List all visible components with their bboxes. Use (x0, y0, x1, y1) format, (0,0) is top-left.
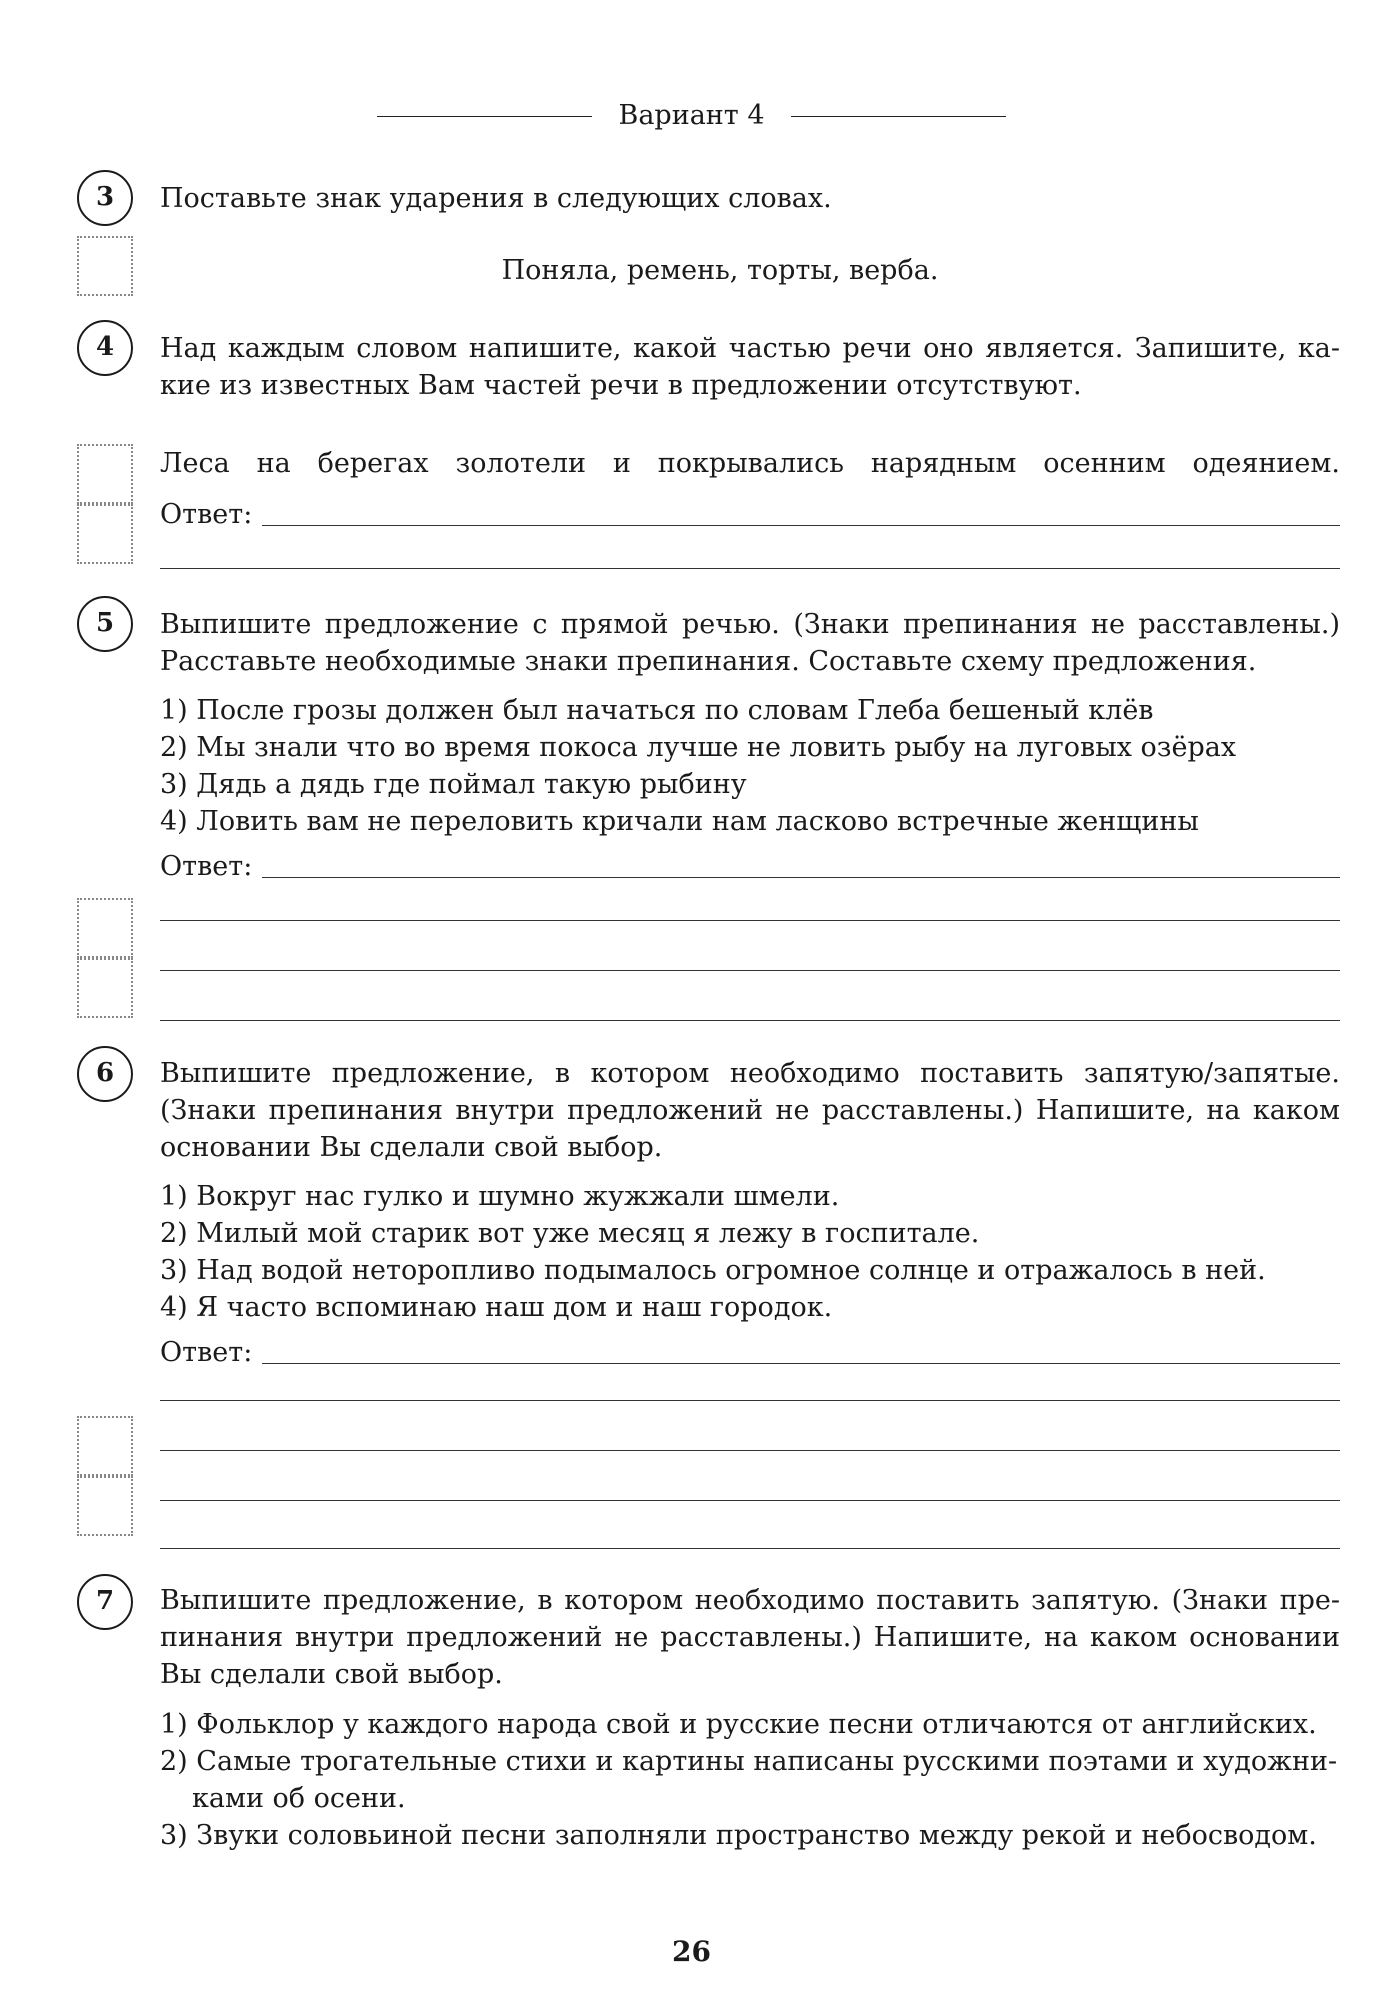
task-3-words: Поняла, ремень, торты, верба. (501, 255, 939, 286)
option-1: 1) Фольклор у каждого народа свой и русские песни отличаются от английских. (160, 1709, 1317, 1740)
task-5-prompt-line2: Расставьте необходимые знаки препинания. Составьте схему предложения. (160, 646, 1257, 677)
page-number: 26 (672, 1935, 711, 1968)
task-7-prompt-line1: Выпишите предложение, в котором необходимо поставить запятую. (Знаки пре- (160, 1585, 1340, 1616)
score-cell[interactable] (77, 1416, 133, 1476)
task-6-prompt-line2: (Знаки препинания внутри предложений не расставлены.) Напишите, на каком (160, 1095, 1340, 1126)
task-4-answer-row[interactable] (160, 492, 1340, 530)
answer-label: Ответ: (160, 851, 253, 882)
score-cell[interactable] (77, 504, 133, 564)
task-7-options (160, 1706, 1340, 1854)
task-7-prompt-line2: пинания внутри предложений не расставлены.) Напишите, на каком основании (160, 1622, 1340, 1653)
task-6-options (160, 1178, 1340, 1326)
answer-line[interactable] (160, 1020, 1340, 1021)
score-cell[interactable] (77, 958, 133, 1018)
task-number-6: 6 (77, 1046, 133, 1102)
task-4-prompt-line1: Над каждым словом напишите, какой частью речи оно является. Запишите, ка- (160, 333, 1340, 364)
task-7-prompt-line3: Вы сделали свой выбор. (160, 1659, 503, 1690)
answer-line[interactable] (160, 920, 1340, 921)
answer-label: Ответ: (160, 499, 253, 530)
task-4-sentence: Леса на берегах золотели и покрывались нарядным осенним одеянием. (160, 448, 1340, 479)
option-2: 2) Милый мой старик вот уже месяц я лежу в госпитале. (160, 1218, 980, 1249)
answer-line[interactable] (160, 970, 1340, 971)
option-3: 3) Звуки соловьиной песни заполняли пространство между рекой и небосводом. (160, 1820, 1317, 1851)
variant-header (0, 100, 1383, 131)
option-4: 4) Я часто вспоминаю наш дом и наш городок. (160, 1292, 833, 1323)
task-5-options (160, 692, 1340, 840)
variant-title: Вариант 4 (618, 100, 765, 131)
task-number-4: 4 (77, 320, 133, 376)
option-3: 3) Дядь а дядь где поймал такую рыбину (160, 769, 747, 800)
task-5-answer-row[interactable] (160, 844, 1340, 882)
task-5-prompt-line1: Выпишите предложение с прямой речью. (Знаки препинания не расставлены.) (160, 609, 1340, 640)
option-4: 4) Ловить вам не переловить кричали нам ласково встречные женщины (160, 806, 1199, 837)
option-1: 1) После грозы должен был начаться по словам Глеба бешеный клёв (160, 695, 1154, 726)
answer-line[interactable] (160, 568, 1340, 569)
answer-line[interactable] (262, 877, 1340, 878)
task-6-prompt-line3: основании Вы сделали свой выбор. (160, 1132, 663, 1163)
answer-line[interactable] (160, 1548, 1340, 1549)
header-rule-right (791, 116, 1006, 117)
answer-label: Ответ: (160, 1337, 253, 1368)
option-2: 2) Мы знали что во время покоса лучше не ловить рыбу на луговых озёрах (160, 732, 1237, 763)
answer-line[interactable] (160, 1450, 1340, 1451)
score-cell[interactable] (77, 1476, 133, 1536)
answer-line[interactable] (160, 1400, 1340, 1401)
task-number-7: 7 (77, 1574, 133, 1630)
task-number-3: 3 (77, 170, 133, 226)
answer-line[interactable] (262, 525, 1340, 526)
task-4-prompt-line2: кие из известных Вам частей речи в предложении отсутствуют. (160, 370, 1082, 401)
option-2-line2: ками об осени. (192, 1783, 406, 1814)
task-6-answer-row[interactable] (160, 1330, 1340, 1368)
option-1: 1) Вокруг нас гулко и шумно жужжали шмели. (160, 1181, 840, 1212)
header-rule-left (377, 116, 592, 117)
task-number-5: 5 (77, 596, 133, 652)
answer-line[interactable] (262, 1363, 1340, 1364)
option-2-line1: 2) Самые трогательные стихи и картины написаны русскими поэтами и художни- (160, 1746, 1338, 1777)
task-6-prompt-line1: Выпишите предложение, в котором необходимо поставить запятую/запятые. (160, 1058, 1340, 1089)
score-cell[interactable] (77, 898, 133, 958)
score-cell[interactable] (77, 236, 133, 296)
score-cell[interactable] (77, 444, 133, 504)
answer-line[interactable] (160, 1500, 1340, 1501)
task-3-prompt: Поставьте знак ударения в следующих словах. (160, 183, 832, 214)
option-3: 3) Над водой неторопливо подымалось огромное солнце и отражалось в ней. (160, 1255, 1266, 1286)
